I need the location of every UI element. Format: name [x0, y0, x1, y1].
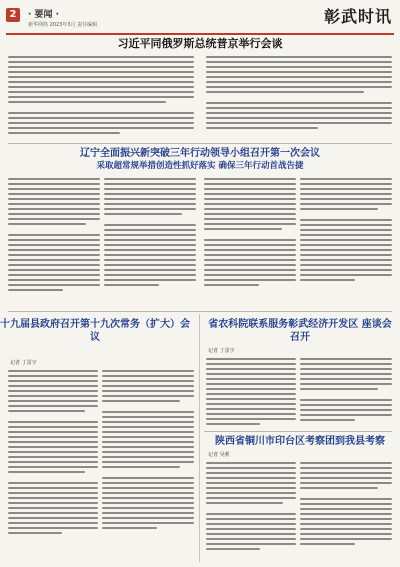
brand-logo: 彰武时讯: [323, 7, 392, 26]
column-divider: [199, 314, 200, 562]
article-3-col-2: [102, 370, 194, 560]
article-5-byline: 记者 吴莉: [208, 452, 230, 458]
article-3-byline: 记者 丁雷宇: [10, 360, 37, 366]
masthead: [6, 8, 394, 30]
article-2-headline: 辽宁全面振兴新突破三年行动领导小组召开第一次会议: [80, 148, 320, 159]
article-5-col-1: [206, 462, 296, 560]
divider: [8, 311, 392, 312]
masthead-rule: [6, 33, 394, 35]
article-1-body-right: [206, 56, 392, 140]
article-1-headline: 习近平同俄罗斯总统普京举行会谈: [117, 37, 283, 50]
article-3-col-1: [8, 370, 98, 560]
article-3-headline: 十九届县政府召开第十九次常务（扩大）会议: [0, 319, 190, 343]
divider: [204, 431, 392, 432]
article-2-col-4: [300, 178, 392, 306]
article-5-headline: 陕西省铜川市印台区考察团到我县考察: [215, 436, 385, 447]
article-4-col-1: [206, 358, 296, 430]
article-4-byline: 记者 丁雷宇: [208, 348, 235, 354]
article-1-body-left: [8, 56, 194, 140]
article-2-col-2: [104, 178, 196, 306]
article-4-headline: 省农科院联系服务彰武经济开发区 座谈会召开: [208, 319, 392, 343]
section-label: · 要闻 ·: [28, 10, 60, 20]
article-2-col-3: [204, 178, 296, 306]
article-5-col-2: [300, 462, 392, 560]
article-4-col-2: [300, 358, 392, 430]
page-number: 2: [6, 8, 20, 22]
divider: [8, 143, 392, 144]
article-2-subheadline: 采取超常规举措创造性抓好落实 确保三年行动首战告捷: [96, 161, 304, 171]
dateline: 新华网络 2023年3月 责任编辑: [28, 22, 98, 28]
article-2-col-1: [8, 178, 100, 306]
